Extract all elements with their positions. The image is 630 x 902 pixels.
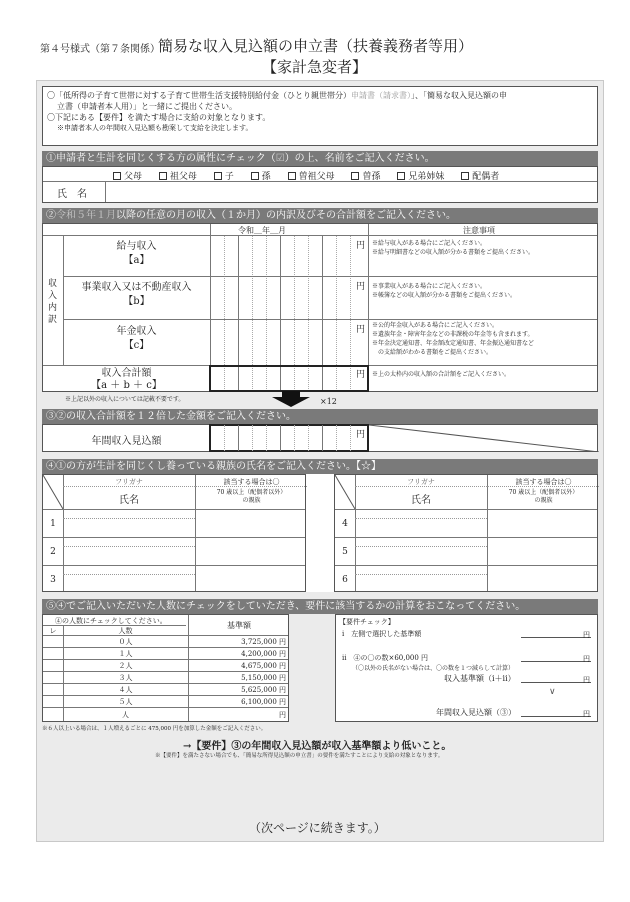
intro-line-1c: 」、「簡易な収入見込額の申 — [411, 91, 507, 100]
name-header: 氏名 — [119, 495, 139, 506]
total-income-note: ※上の太枠内の収入額の合計額をご記入ください。 — [372, 371, 511, 378]
requirement-ii-note: （〇以外の氏名がない場合は、〇の数を１つ減らして計算） — [352, 665, 515, 672]
option-grandchild[interactable]: 孫 — [251, 172, 271, 182]
people-count: １人 — [118, 650, 133, 658]
checkbox[interactable] — [251, 172, 259, 180]
checkbox[interactable] — [214, 172, 222, 180]
requirement-ii: ⅱ ④の〇の数×60,000 円 — [342, 654, 429, 662]
income-standard-label: 収入基準額（ⅰ＋ⅱ） — [444, 674, 516, 683]
intro-line-1a: 〇「低所得の子育て世帯に対する子育て世帯生活支援特別給付金（ひとり親世帯分） — [47, 91, 351, 100]
requirement-statement: →【要件】③の年間収入見込額が収入基準額より低いこと。 — [183, 741, 452, 752]
relatives-table-right — [334, 474, 598, 592]
income-breakdown-label: 収 入 内 訳 — [48, 279, 58, 325]
base-amount-table — [42, 614, 289, 722]
option-grandparents[interactable]: 祖父母 — [159, 172, 197, 182]
row-number: 4 — [342, 519, 348, 529]
total-income-label: 収入合計額 【a ＋ b ＋ c】 — [91, 368, 162, 391]
row-number: 1 — [50, 519, 56, 529]
yen-unit: 円 — [583, 631, 590, 639]
business-income-label: 事業収入又は不動産収入 【b】 — [81, 282, 192, 307]
form-number: 第４号様式（第７条関係） — [40, 44, 160, 55]
row-number: 2 — [50, 547, 56, 557]
salary-income-notes: ※給与収入がある場合にご記入ください。 ※給与明細書などの収入額が分かる書類をご提出ください。 — [372, 240, 535, 256]
base-amount: 5,150,000 円 — [241, 674, 286, 682]
checkbox[interactable] — [461, 172, 469, 180]
people-count: ３人 — [118, 674, 133, 682]
yen-unit: 円 — [356, 430, 366, 440]
addition-input[interactable] — [521, 651, 581, 661]
month-label: 令和＿年＿月 — [238, 226, 286, 235]
greater-than-icon: ∨ — [549, 687, 556, 697]
yen-unit: 円 — [583, 655, 590, 663]
section2-heading: ②令和５年１月以降の任意の月の収入（１か月）の内訳及びその合計額をご記入ください。 — [42, 208, 598, 223]
over70-mark-cell[interactable] — [488, 538, 598, 564]
income-table — [42, 223, 598, 392]
check-column-header: レ — [49, 627, 57, 635]
furigana-header: フリガナ — [407, 478, 435, 486]
base-amount: 5,625,000 円 — [241, 686, 286, 694]
salary-income-label: 給与収入 【a】 — [116, 241, 157, 266]
diagonal-strike — [369, 425, 599, 452]
base-amount: 4,675,000 円 — [241, 662, 286, 670]
intro-line-4: ※申請者本人の年間収入見込額も勘案して支給を決定します。 — [57, 124, 253, 132]
business-income-notes: ※事業収入がある場合にご記入ください。 ※帳簿などの収入額が分かる書類をご提出ください。 — [372, 283, 517, 299]
base-amount: 3,725,000 円 — [241, 638, 286, 646]
page-title: 簡易な収入見込額の申立書（扶養義務者等用） — [158, 37, 474, 55]
base-amount: 4,200,000 円 — [241, 650, 286, 658]
form-panel — [36, 80, 604, 842]
over70-header: 70 歳以上（配偶者以外） の親族 — [216, 489, 287, 504]
yen-unit: 円 — [583, 710, 590, 718]
count-check-cell[interactable] — [44, 672, 62, 682]
pension-income-notes: ※公的年金収入がある場合にご記入ください。 ※遺族年金・障害年金などの非課税の年金等も含まれます。 ※年金決定通知書、年金額改定通知書、年金振込通知書など の支給額がわかる書類をご提出ください。 — [372, 322, 535, 356]
people-count: ５人 — [118, 698, 133, 706]
relative-name-input[interactable] — [356, 538, 486, 564]
intro-line-1b: 申請書（請求書） — [351, 91, 411, 100]
checkbox[interactable] — [288, 172, 296, 180]
over70-mark-cell[interactable] — [196, 566, 306, 592]
count-check-cell[interactable] — [44, 636, 62, 646]
relative-name-input[interactable] — [64, 538, 194, 564]
over70-mark-cell[interactable] — [196, 510, 306, 536]
requirement-title: 【要件チェック】 — [339, 618, 395, 626]
section1-heading: ①申請者と生計を同じくする方の属性にチェック（☑）の上、名前をご記入ください。 — [42, 151, 598, 166]
option-great-grandchild[interactable]: 曽孫 — [351, 172, 380, 182]
over70-mark-cell[interactable] — [196, 538, 306, 564]
annual-income-input[interactable] — [211, 426, 356, 450]
relative-name-input[interactable] — [356, 566, 486, 592]
row-number: 6 — [342, 575, 348, 585]
intro-line-3: 〇下記にある【要件】を満たす場合に支給の対象となります。 — [47, 113, 271, 122]
requirement-check-box — [335, 614, 598, 722]
option-siblings[interactable]: 兄弟姉妹 — [397, 172, 444, 182]
yen-unit: 円 — [356, 370, 366, 380]
people-column-header: 人数 — [118, 627, 133, 635]
base-header: 基準額 — [227, 621, 251, 630]
salary-income-input[interactable] — [211, 236, 356, 275]
count-check-cell[interactable] — [44, 696, 62, 706]
yen-unit: 円 — [356, 282, 366, 292]
income-standard-input[interactable] — [521, 672, 581, 682]
requirement-i: ⅰ 左側で選択した基準額 — [342, 630, 422, 638]
checkbox[interactable] — [159, 172, 167, 180]
table-note: ※６人以上いる場合は、１人増えるごとに 475,000 円を加算した金額をご記入ください。 — [42, 726, 267, 732]
section5-heading: ⑤④でご記入いただいた人数にチェックをしていただき、要件に該当するかの計算をおこなってください。 — [42, 599, 598, 614]
requirement-note: ※【要件】を満たさない場合でも、「簡易な所得見込額の申立書」の要件を満たすことにより支給の対象となります。 — [155, 753, 444, 759]
checkbox[interactable] — [113, 172, 121, 180]
yen-unit: 円 — [356, 241, 366, 251]
people-count: ２人 — [118, 662, 133, 670]
furigana-header: フリガナ — [115, 478, 143, 486]
pension-income-input[interactable] — [211, 320, 356, 364]
over70-mark-cell[interactable] — [488, 566, 598, 592]
option-child[interactable]: 子 — [214, 172, 234, 182]
count-check-cell[interactable] — [44, 648, 62, 658]
count-check-cell[interactable] — [44, 660, 62, 670]
people-count-other: 人 — [122, 711, 129, 719]
relatives-table — [42, 474, 598, 592]
intro-line-2: 立書（申請者本人用）」と一緒にご提出ください。 — [57, 102, 237, 111]
multiplier: ×12 — [320, 397, 337, 406]
option-parents[interactable]: 父母 — [113, 172, 142, 182]
relative-name-input[interactable] — [64, 566, 194, 592]
intro-box — [42, 86, 598, 146]
pension-income-label: 年金収入 【c】 — [116, 326, 157, 351]
notes-header: 注意事項 — [463, 226, 495, 235]
name-label: 氏 名 — [57, 189, 87, 200]
name-input[interactable] — [107, 183, 595, 201]
people-count: ０人 — [118, 638, 133, 646]
base-amount: 6,100,000 円 — [241, 698, 286, 706]
yen-unit: 円 — [583, 676, 590, 684]
name-header: 氏名 — [411, 495, 431, 506]
relative-name-input[interactable] — [64, 510, 194, 536]
total-income-input[interactable] — [211, 367, 356, 390]
count-check-cell[interactable] — [44, 708, 62, 721]
people-count: ４人 — [118, 686, 133, 694]
option-spouse[interactable]: 配偶者 — [461, 172, 499, 182]
section4-heading: ④①の方が生計を同じくし養っている親族の氏名をご記入ください。【☆】 — [42, 459, 598, 474]
applicable-header: 該当する場合は〇 — [223, 478, 280, 486]
page-subtitle: 【家計急変者】 — [262, 58, 368, 76]
relative-name-input[interactable] — [356, 510, 486, 536]
over70-header: 70 歳以上（配偶者以外） の親族 — [508, 489, 579, 504]
count-check-cell[interactable] — [44, 684, 62, 694]
relatives-table-left — [42, 474, 306, 592]
annual-income-box — [42, 424, 598, 452]
checkbox[interactable] — [397, 172, 405, 180]
yen-unit: 円 — [356, 325, 366, 335]
applicable-header: 該当する場合は〇 — [515, 478, 572, 486]
option-great-grandparents[interactable]: 曽祖父母 — [288, 172, 335, 182]
annual-income-ref-label: 年間収入見込額（③） — [436, 708, 516, 717]
row-number: 5 — [342, 547, 348, 557]
count-header: ④の人数にチェックしてください。 — [55, 617, 167, 625]
annual-income-ref-input[interactable] — [521, 705, 581, 715]
over70-mark-cell[interactable] — [488, 510, 598, 536]
checkbox[interactable] — [351, 172, 359, 180]
continued-note: （次ページに続きます。） — [249, 821, 386, 835]
down-arrow-icon — [272, 391, 310, 407]
annual-income-label: 年間収入見込額 — [91, 436, 162, 447]
business-income-input[interactable] — [211, 277, 356, 318]
base-amount-input[interactable] — [521, 627, 581, 637]
section3-heading: ③②の収入合計額を１２倍した金額をご記入ください。 — [42, 409, 598, 424]
base-amount-other: 円 — [279, 711, 286, 719]
section1-box — [42, 166, 598, 203]
row-number: 3 — [50, 575, 56, 585]
income-footnote: ※上記以外の収入については記載不要です。 — [65, 396, 185, 403]
